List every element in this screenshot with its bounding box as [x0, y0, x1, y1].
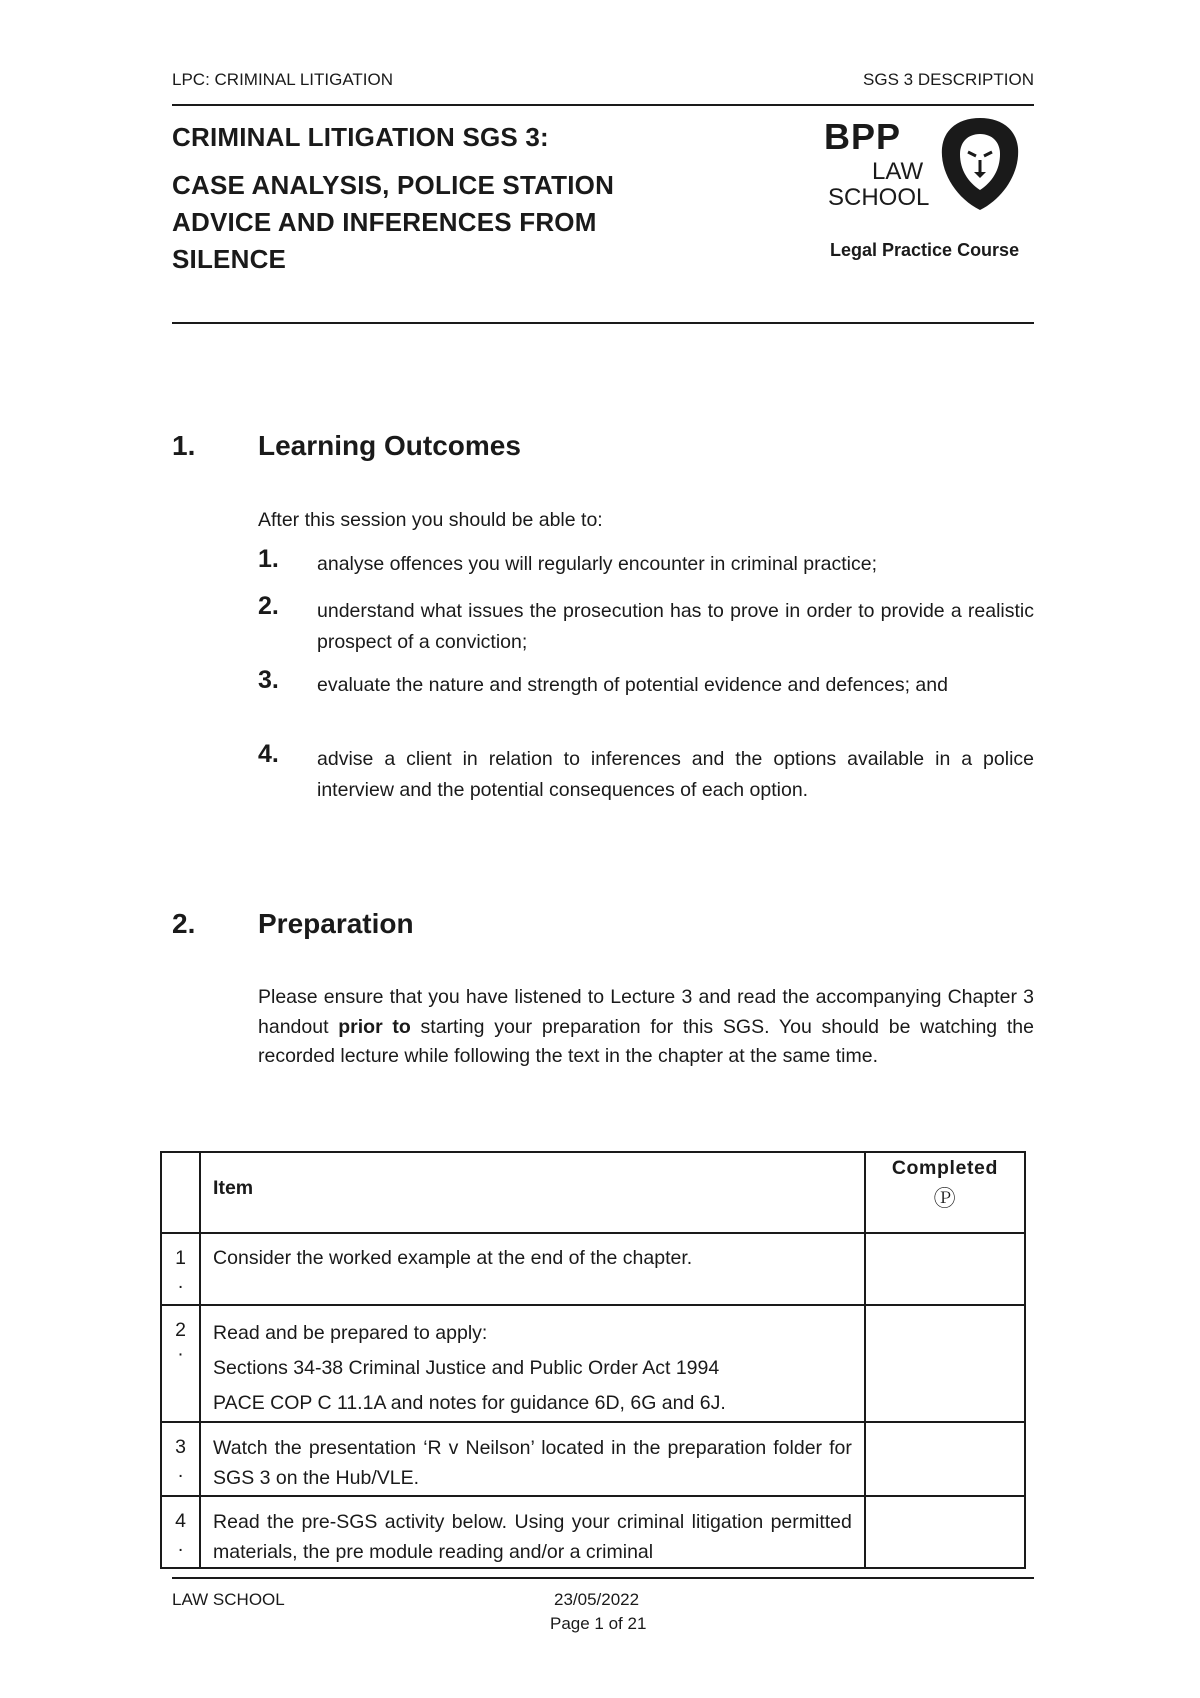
- table-row: [161, 1496, 1025, 1568]
- prep-text-before: Please ensure that you have listened to Lecture 3 and read the accompanying Chapter 3 handout: [258, 986, 1034, 1038]
- header-rule: [172, 104, 1034, 106]
- prep-text-bold: prior to: [338, 1015, 411, 1038]
- row-number: 3: [175, 1436, 186, 1458]
- doc-title-line2: CASE ANALYSIS, POLICE STATION: [172, 170, 615, 200]
- row-item-text: Read and be prepared to apply:: [213, 1322, 488, 1344]
- learning-outcome: [258, 740, 1034, 806]
- logo-law-text: LAW: [872, 158, 924, 185]
- footer-school: LAW SCHOOL: [172, 1590, 285, 1609]
- doc-title-line4: SILENCE: [172, 244, 287, 274]
- prep-text-after: starting your preparation for this SGS. You should be watching the recorded lecture while following the text in the chapter at the same time.: [258, 1015, 1034, 1067]
- section2-number: 2.: [172, 908, 196, 939]
- header-item-cell: [200, 1152, 865, 1233]
- row-number-dot: .: [177, 1271, 184, 1293]
- section1-number: 1.: [172, 430, 196, 461]
- doc-title-line1: CRIMINAL LITIGATION SGS 3:: [172, 122, 549, 152]
- row-item-text: Read the pre-SGS activity below. Using your criminal litigation permitted materials, the pre module reading and/or a criminal: [213, 1511, 852, 1563]
- row-item-text: PACE COP C 11.1A and notes for guidance 6D, 6G and 6J.: [213, 1392, 726, 1414]
- row-item-cell: [200, 1496, 865, 1568]
- header-completed-cell: [865, 1152, 1025, 1233]
- row-completed-cell[interactable]: [865, 1422, 1025, 1496]
- row-item-cell: [200, 1305, 865, 1422]
- header-num-cell: [161, 1152, 200, 1233]
- preparation-paragraph: [258, 983, 1034, 1072]
- header-item-label: Item: [213, 1177, 254, 1199]
- row-completed-cell[interactable]: [865, 1233, 1025, 1305]
- preparation-table: [160, 1151, 1026, 1569]
- row-number: 2: [175, 1319, 186, 1341]
- row-number-dot: ·: [177, 1343, 184, 1365]
- logo-school-text: SCHOOL: [828, 184, 930, 211]
- section1-title: Learning Outcomes: [258, 430, 521, 461]
- footer-page-number: Page 1 of 21: [550, 1614, 647, 1633]
- footer-date: 23/05/2022: [554, 1590, 640, 1609]
- outcome-text: advise a client in relation to inferences and the options available in a police interview and the potential consequences of each option.: [317, 748, 1034, 801]
- row-number: 4: [175, 1510, 186, 1532]
- logo-bpp-text: BPP: [824, 116, 902, 157]
- outcome-number: 1.: [258, 545, 279, 573]
- row-number-cell: [161, 1305, 200, 1422]
- section1-intro: After this session you should be able to:: [258, 509, 603, 531]
- row-completed-cell[interactable]: [865, 1305, 1025, 1422]
- outcome-text: analyse offences you will regularly encounter in criminal practice;: [317, 553, 877, 575]
- header-doc-type: SGS 3 DESCRIPTION: [863, 70, 1034, 89]
- table-row: [161, 1233, 1025, 1305]
- row-item-cell: [200, 1422, 865, 1496]
- lion-icon: [940, 116, 1020, 212]
- learning-outcome: [258, 592, 1034, 658]
- row-number-cell: [161, 1422, 200, 1496]
- outcome-number: 3.: [258, 666, 279, 694]
- row-number: 1: [175, 1247, 186, 1269]
- doc-title-line3: ADVICE AND INFERENCES FROM: [172, 207, 597, 237]
- row-number-cell: [161, 1233, 200, 1305]
- table-header-row: [161, 1152, 1025, 1233]
- bpp-law-school-logo: [820, 116, 1020, 216]
- outcome-text: understand what issues the prosecution has to prove in order to provide a realistic prospect of a conviction;: [317, 600, 1034, 653]
- checkmark-symbol-icon: Ⓟ: [933, 1186, 957, 1211]
- row-item-text: Consider the worked example at the end of the chapter.: [213, 1247, 693, 1269]
- section2-title: Preparation: [258, 908, 414, 939]
- row-number-dot: .: [177, 1460, 184, 1482]
- footer-rule: [172, 1577, 1034, 1579]
- learning-outcome: [258, 545, 1034, 580]
- legal-practice-course-label: Legal Practice Course: [830, 240, 1020, 260]
- row-item-text: Sections 34-38 Criminal Justice and Public Order Act 1994: [213, 1357, 720, 1379]
- outcome-number: 4.: [258, 740, 279, 768]
- table-row: [161, 1422, 1025, 1496]
- outcome-number: 2.: [258, 592, 279, 620]
- row-number-cell: [161, 1496, 200, 1568]
- row-item-text: Watch the presentation ‘R v Neilson’ located in the preparation folder for SGS 3 on the Hub/VLE.: [213, 1437, 852, 1489]
- header-course: LPC: CRIMINAL LITIGATION: [172, 70, 394, 89]
- header-completed-label: Completed: [891, 1157, 999, 1179]
- row-item-cell: [200, 1233, 865, 1305]
- title-rule: [172, 322, 1034, 324]
- table-row: [161, 1305, 1025, 1422]
- outcome-text: evaluate the nature and strength of potential evidence and defences; and: [317, 674, 948, 696]
- row-number-dot: .: [177, 1534, 184, 1556]
- row-completed-cell[interactable]: [865, 1496, 1025, 1568]
- learning-outcome: [258, 666, 1034, 701]
